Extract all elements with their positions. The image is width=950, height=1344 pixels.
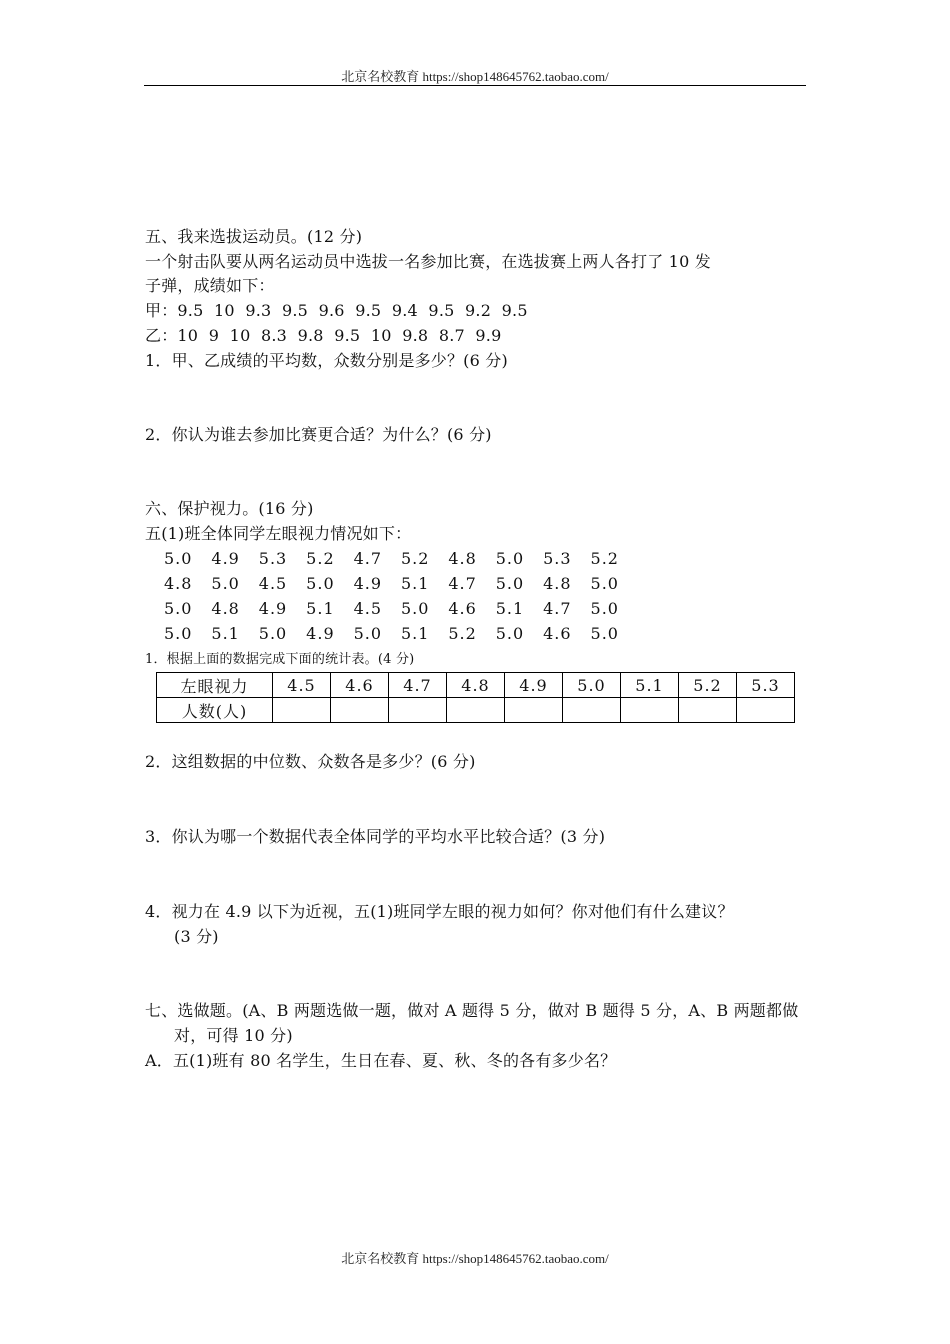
section5-jia-scores: 甲：9.5 10 9.3 9.5 9.6 9.5 9.4 9.5 9.2 9.5: [145, 301, 528, 320]
vision-data-row: [164, 598, 638, 620]
vision-value: 4.5: [258, 574, 288, 593]
table-cell: 5.0: [563, 673, 621, 698]
section5-intro-line2: 子弹，成绩如下：: [145, 276, 275, 295]
vision-value: 5.0: [590, 624, 619, 643]
vision-value: 5.1: [211, 624, 240, 643]
table-cell: 4.6: [331, 673, 389, 698]
table-cell: 4.9: [505, 673, 563, 698]
vision-data-row: [164, 548, 638, 570]
table-cell-blank: [563, 698, 621, 723]
vision-value: 4.7: [353, 549, 383, 568]
table-row-header: 人数(人): [157, 698, 273, 723]
vision-value: 4.9: [353, 574, 383, 593]
header-rule: [144, 85, 806, 86]
vision-value: 5.0: [164, 624, 193, 643]
page-header: 北京名校教育 https://shop148645762.taobao.com/: [341, 69, 609, 84]
section6-question1: 1．根据上面的数据完成下面的统计表。(4 分): [145, 652, 415, 667]
table-cell-blank: [505, 698, 563, 723]
section6-title: 六、保护视力。(16 分): [145, 499, 314, 518]
vision-value: 5.0: [258, 624, 288, 643]
table-cell-blank: [679, 698, 737, 723]
vision-value: 5.0: [164, 549, 193, 568]
vision-value: 5.0: [495, 624, 525, 643]
vision-value: 4.9: [306, 624, 335, 643]
vision-value: 5.2: [306, 549, 335, 568]
vision-value: 5.0: [164, 599, 193, 618]
section6-question4-line2: (3 分): [174, 927, 219, 946]
section6-question3: 3．你认为哪一个数据代表全体同学的平均水平比较合适？(3 分): [145, 827, 606, 846]
vision-value: 5.0: [590, 574, 619, 593]
vision-value: 4.9: [258, 599, 288, 618]
vision-value: 5.0: [353, 624, 383, 643]
vision-value: 5.0: [306, 574, 335, 593]
table-cell: 5.1: [621, 673, 679, 698]
table-cell-blank: [389, 698, 447, 723]
vision-value: 5.3: [258, 549, 288, 568]
vision-value: 5.1: [400, 624, 430, 643]
vision-data-row: [164, 623, 638, 645]
table-cell-blank: [273, 698, 331, 723]
vision-value: 4.8: [164, 574, 193, 593]
vision-value: 4.9: [211, 549, 240, 568]
vision-value: 5.0: [400, 599, 430, 618]
section6-question2: 2．这组数据的中位数、众数各是多少？(6 分): [145, 752, 476, 771]
table-cell: 4.8: [447, 673, 505, 698]
vision-value: 5.2: [448, 624, 477, 643]
vision-value: 5.3: [543, 549, 572, 568]
table-cell: 5.2: [679, 673, 737, 698]
vision-data-row: [164, 573, 638, 595]
section5-title: 五、我来选拔运动员。(12 分): [145, 227, 363, 246]
vision-value: 5.1: [306, 599, 335, 618]
section6-question4-line1: 4．视力在 4.9 以下为近视，五(1)班同学左眼的视力如何？你对他们有什么建议？: [145, 902, 734, 921]
section5-intro-line1: 一个射击队要从两名运动员中选拔一名参加比赛，在选拔赛上两人各打了 10 发: [145, 252, 711, 271]
vision-value: 4.8: [543, 574, 572, 593]
table-row: [157, 673, 795, 698]
section5-question2: 2．你认为谁去参加比赛更合适？为什么？(6 分): [145, 425, 492, 444]
table-cell: 5.3: [737, 673, 795, 698]
section6-intro: 五(1)班全体同学左眼视力情况如下：: [145, 524, 412, 543]
table-row: [157, 698, 795, 723]
vision-value: 4.6: [543, 624, 572, 643]
vision-value: 5.0: [211, 574, 240, 593]
vision-value: 4.6: [448, 599, 477, 618]
section5-yi-scores: 乙：10 9 10 8.3 9.8 9.5 10 9.8 8.7 9.9: [145, 326, 502, 345]
vision-value: 5.1: [495, 599, 525, 618]
section7-questionA: A．五(1)班有 80 名学生，生日在春、夏、秋、冬的各有多少名？: [145, 1051, 617, 1070]
section7-title-line1: 七、选做题。(A、B 两题选做一题，做对 A 题得 5 分，做对 B 题得 5 分，A、B 两题都做: [145, 1001, 799, 1020]
table-row-header: 左眼视力: [157, 673, 273, 698]
vision-value: 5.0: [590, 599, 619, 618]
vision-value: 4.7: [543, 599, 572, 618]
vision-value: 4.5: [353, 599, 383, 618]
table-cell: 4.7: [389, 673, 447, 698]
vision-value: 5.2: [400, 549, 430, 568]
page-footer: 北京名校教育 https://shop148645762.taobao.com/: [341, 1251, 609, 1266]
table-cell: 4.5: [273, 673, 331, 698]
vision-value: 5.0: [495, 549, 525, 568]
vision-value: 4.7: [448, 574, 477, 593]
vision-stats-table: [156, 672, 795, 723]
table-cell-blank: [737, 698, 795, 723]
section7-title-line2: 对，可得 10 分): [174, 1026, 293, 1045]
section5-question1: 1．甲、乙成绩的平均数，众数分别是多少？(6 分): [145, 351, 508, 370]
table-cell-blank: [621, 698, 679, 723]
vision-value: 5.1: [400, 574, 430, 593]
table-cell-blank: [331, 698, 389, 723]
table-cell-blank: [447, 698, 505, 723]
vision-value: 4.8: [448, 549, 477, 568]
vision-value: 5.0: [495, 574, 525, 593]
vision-value: 5.2: [590, 549, 619, 568]
vision-value: 4.8: [211, 599, 240, 618]
